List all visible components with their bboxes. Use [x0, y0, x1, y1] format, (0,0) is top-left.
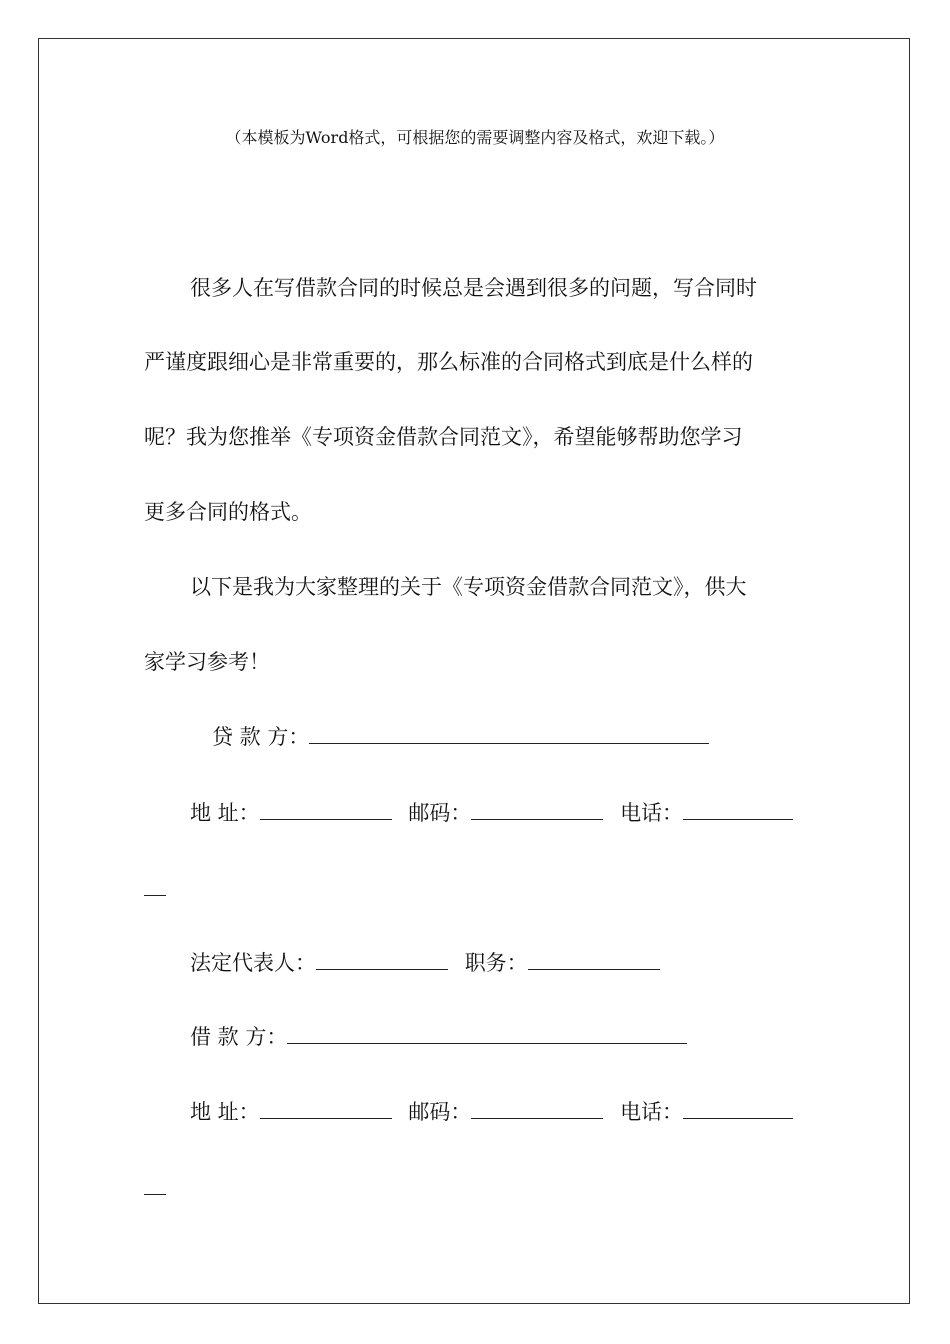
phone-label: 电话：	[620, 801, 684, 825]
borrower-row	[190, 1024, 687, 1049]
lead-line-1: 以下是我为大家整理的关于《专项资金借款合同范文》，供大	[190, 575, 747, 599]
phone-label: 电话：	[620, 1100, 684, 1124]
borrower-label: 借 款 方：	[190, 1025, 288, 1049]
template-note: （本模板为Word格式，可根据您的需要调整内容及格式，欢迎下载。）	[225, 128, 725, 147]
address-blank[interactable]	[260, 800, 392, 820]
intro-line-1: 很多人在写借款合同的时候总是会遇到很多的问题，写合同时	[190, 276, 757, 300]
phone-blank-continued	[144, 1194, 166, 1195]
legal-rep-blank[interactable]	[316, 950, 448, 970]
address-label: 地 址：	[190, 801, 260, 825]
position-blank[interactable]	[528, 950, 660, 970]
postcode-blank[interactable]	[471, 1099, 603, 1119]
intro-line-2: 严谨度跟细心是非常重要的，那么标准的合同格式到底是什么样的	[144, 350, 753, 374]
lender-blank[interactable]	[309, 724, 709, 744]
postcode-label: 邮码：	[408, 801, 472, 825]
legal-rep-label: 法定代表人：	[190, 951, 316, 975]
intro-line-4: 更多合同的格式。	[144, 500, 312, 524]
postcode-label: 邮码：	[408, 1100, 472, 1124]
address-label: 地 址：	[190, 1100, 260, 1124]
position-label: 职务：	[464, 951, 528, 975]
phone-blank[interactable]	[683, 1099, 793, 1119]
address-blank[interactable]	[260, 1099, 392, 1119]
borrower-blank[interactable]	[287, 1024, 687, 1044]
legal-rep-row	[190, 950, 660, 975]
lender-label: 贷 款 方：	[212, 725, 310, 749]
intro-line-3: 呢？我为您推举《专项资金借款合同范文》，希望能够帮助您学习	[144, 425, 743, 449]
phone-blank-continued	[144, 895, 166, 896]
lender-address-row	[190, 800, 793, 825]
phone-blank[interactable]	[683, 800, 793, 820]
lender-row	[212, 724, 709, 749]
borrower-address-row	[190, 1099, 793, 1124]
lead-line-2: 家学习参考！	[144, 650, 270, 674]
postcode-blank[interactable]	[471, 800, 603, 820]
